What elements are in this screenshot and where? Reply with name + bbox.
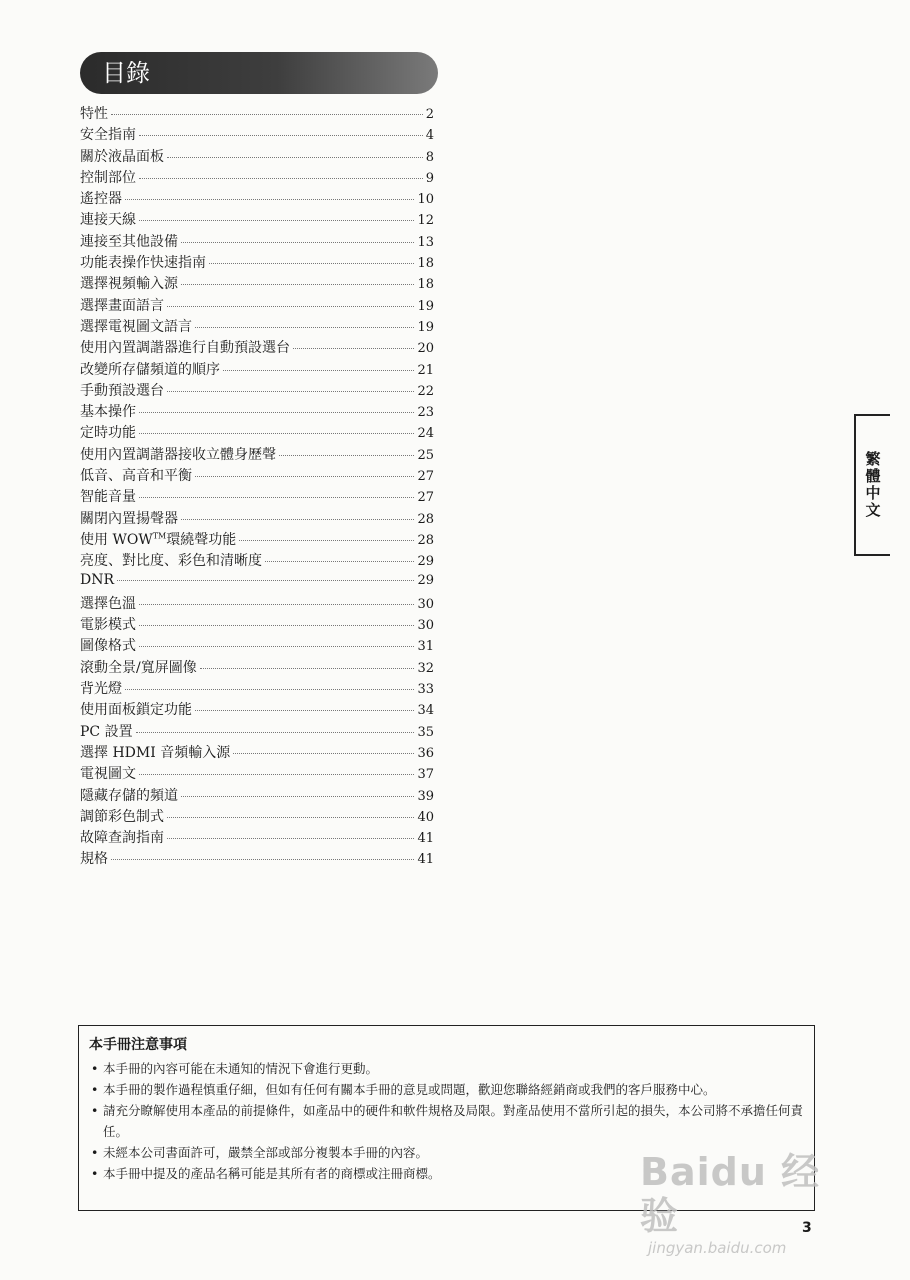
toc-leader-dots [139,774,414,775]
toc-entry-page: 8 [425,149,434,165]
toc-leader-dots [136,732,415,733]
toc-entry [80,763,434,784]
toc-entry-page: 23 [417,405,434,421]
toc-leader-dots [279,455,414,456]
toc-entry-label: 使用面板鎖定功能 [80,702,192,719]
notice-item: • 本手冊的製作過程慎重仔細，但如有任何有關本手冊的意見或問題，歡迎您聯絡經銷商或我們的客戶服務中心。 [89,1079,804,1100]
notice-item: • 本手冊中提及的產品名稱可能是其所有者的商標或注冊商標。 [89,1163,804,1184]
toc-entry-page: 10 [417,192,434,208]
toc-entry-label: 關閉內置揚聲器 [80,510,178,527]
toc-entry-label: 選擇色溫 [80,595,136,612]
toc-entry [80,209,434,230]
toc-entry-page: 4 [425,128,434,144]
toc-entry [80,124,434,145]
toc-entry-label: 定時功能 [80,425,136,442]
toc-entry-label: 低音、高音和平衡 [80,468,192,485]
toc-leader-dots [167,157,423,158]
toc-entry-label: 連接天線 [80,212,136,229]
toc-entry [80,806,434,827]
toc-entry-label: 隱藏存儲的頻道 [80,787,178,804]
toc-entry-label: 使用內置調諧器接收立體身歷聲 [80,446,276,463]
toc-entry-label: DNR [80,571,115,588]
toc-entry [80,146,434,167]
toc-entry-page: 19 [417,319,434,335]
toc-entry [80,678,434,699]
toc-entry [80,593,434,614]
toc-leader-dots [139,433,414,434]
toc-entry-label: 故障查詢指南 [80,830,164,847]
toc-entry [80,103,434,124]
toc-entry-label: 背光燈 [80,681,122,698]
toc-entry-page: 31 [417,639,434,655]
notice-item: • 本手冊的內容可能在未通知的情況下會進行更動。 [89,1058,804,1079]
toc-entry-page: 30 [417,618,434,634]
toc-entry-page: 19 [417,298,434,314]
toc-title: 目錄 [80,52,438,94]
toc-entry-label: 圖像格式 [80,638,136,655]
baidu-watermark [640,1150,840,1257]
toc-leader-dots [111,859,414,860]
toc-entry-label: PC 設置 [80,723,133,740]
toc-entry-label: 控制部位 [80,169,136,186]
toc-entry-label: 選擇視頻輸入源 [80,276,178,293]
toc-entry [80,529,434,550]
language-tab-label: 繁體中文 [863,451,882,519]
toc-leader-dots [139,625,414,626]
toc-leader-dots [139,497,414,498]
toc-entry-label: 特性 [80,106,108,122]
toc-leader-dots [125,689,414,690]
toc-entry [80,401,434,422]
toc-entry [80,359,434,380]
toc-entry-page: 41 [417,852,434,868]
toc-entry-label: 安全指南 [80,127,136,144]
toc-entry-label: 功能表操作快速指南 [80,255,206,272]
toc-entry-page: 41 [417,831,434,847]
toc-entry [80,295,434,316]
toc-leader-dots [139,604,414,605]
toc-leader-dots [139,646,414,647]
toc-entry [80,337,434,358]
toc-entry [80,657,434,678]
toc-entry-label: 手動預設選台 [80,382,164,399]
notice-item: • 請充分瞭解使用本產品的前提條件，如產品中的硬件和軟件規格及局限。對產品使用不當所引起的損失，本公司將不承擔任何責任。 [89,1100,804,1142]
toc-leader-dots [200,668,415,669]
toc-leader-dots [139,220,414,221]
toc-entry-label: 選擇 HDMI 音頻輸入源 [80,744,231,761]
toc-entry-label: 改變所存儲頻道的順序 [80,361,220,378]
toc-entry [80,188,434,209]
toc-leader-dots [223,370,414,371]
toc-leader-dots [195,327,414,328]
toc-entry [80,508,434,529]
watermark-brand: Baidu 经验 [640,1150,821,1238]
toc-leader-dots [125,199,414,200]
toc-entry-page: 36 [417,745,434,761]
toc-entry [80,167,434,188]
toc-entry [80,422,434,443]
toc-entry-page: 27 [417,490,434,506]
toc-entry-page: 18 [417,277,434,293]
toc-entry-page: 21 [417,362,434,378]
toc-entry-page: 40 [417,809,434,825]
toc-entry-page: 24 [417,426,434,442]
toc-entry-label: 使用內置調諧器進行自動預設選台 [80,340,290,357]
toc-entry-label: 調節彩色制式 [80,808,164,825]
toc-entry [80,635,434,656]
toc-entry-label: 遙控器 [80,191,122,208]
toc-leader-dots [293,348,414,349]
toc-entry-label: 滾動全景/寬屏圖像 [80,659,197,676]
toc-entry-label: 選擇畫面語言 [80,297,164,314]
toc-entry-label: 電視圖文 [80,766,136,783]
toc-entry-page: 39 [417,788,434,804]
toc-entry-label: 規格 [80,851,108,868]
toc-entry [80,380,434,401]
toc-entry [80,550,434,571]
toc-entry [80,231,434,252]
toc-leader-dots [195,710,414,711]
watermark-url: jingyan.baidu.com [648,1239,787,1257]
toc-entry-page: 27 [417,469,434,485]
toc-entry-page: 28 [417,532,434,548]
toc-entry-label: 電影模式 [80,617,136,634]
toc-leader-dots [239,540,414,541]
notice-title: 本手冊注意事項 [89,1037,187,1053]
toc-entry [80,572,434,593]
toc-entry [80,486,434,507]
toc-leader-dots [117,580,414,581]
toc-leader-dots [167,391,414,392]
toc-entry-page: 37 [417,767,434,783]
toc-entry-label: 使用 WOW™環繞聲功能 [80,531,237,548]
toc-entry-label: 智能音量 [80,489,136,506]
toc-entry [80,721,434,742]
toc-leader-dots [181,519,414,520]
toc-entry [80,614,434,635]
toc-entry-page: 20 [417,341,434,357]
toc-entry [80,273,434,294]
toc-leader-dots [209,263,414,264]
toc-leader-dots [195,476,414,477]
toc-entry [80,316,434,337]
toc-leader-dots [167,306,414,307]
toc-entry-page: 33 [417,682,434,698]
toc-entry-page: 29 [417,554,434,570]
toc-entry-label: 選擇電視圖文語言 [80,318,192,335]
toc-entry [80,785,434,806]
toc-leader-dots [167,838,414,839]
page-number: 3 [802,1220,812,1236]
toc-entry-page: 29 [417,572,434,588]
toc-leader-dots [181,284,414,285]
toc-leader-dots [181,242,414,243]
toc-entry-page: 22 [417,383,434,399]
toc-entry [80,699,434,720]
table-of-contents [80,103,434,870]
notice-item: • 未經本公司書面許可，嚴禁全部或部分複製本手冊的內容。 [89,1142,804,1163]
toc-entry-page: 28 [417,511,434,527]
toc-entry-label: 亮度、對比度、彩色和清晰度 [80,553,262,570]
toc-entry-page: 35 [417,724,434,740]
toc-leader-dots [111,114,423,115]
toc-leader-dots [233,753,414,754]
toc-entry-page: 34 [417,703,434,719]
toc-entry-page: 32 [417,660,434,676]
toc-leader-dots [167,817,414,818]
toc-entry [80,465,434,486]
toc-entry-page: 18 [417,256,434,272]
toc-leader-dots [139,135,423,136]
language-tab [854,414,890,556]
toc-leader-dots [139,412,414,413]
toc-entry-page: 25 [417,447,434,463]
toc-entry-page: 9 [425,170,434,186]
toc-entry [80,252,434,273]
toc-entry [80,848,434,869]
toc-entry-label: 基本操作 [80,404,136,421]
toc-leader-dots [181,796,414,797]
toc-entry [80,742,434,763]
toc-entry [80,827,434,848]
toc-entry-label: 連接至其他設備 [80,233,178,250]
toc-leader-dots [139,178,423,179]
toc-entry-page: 2 [425,107,434,122]
toc-entry-page: 30 [417,596,434,612]
toc-entry-page: 12 [417,213,434,229]
toc-entry-page: 13 [417,234,434,250]
toc-entry [80,444,434,465]
toc-entry-label: 關於液晶面板 [80,148,164,165]
toc-leader-dots [265,561,414,562]
